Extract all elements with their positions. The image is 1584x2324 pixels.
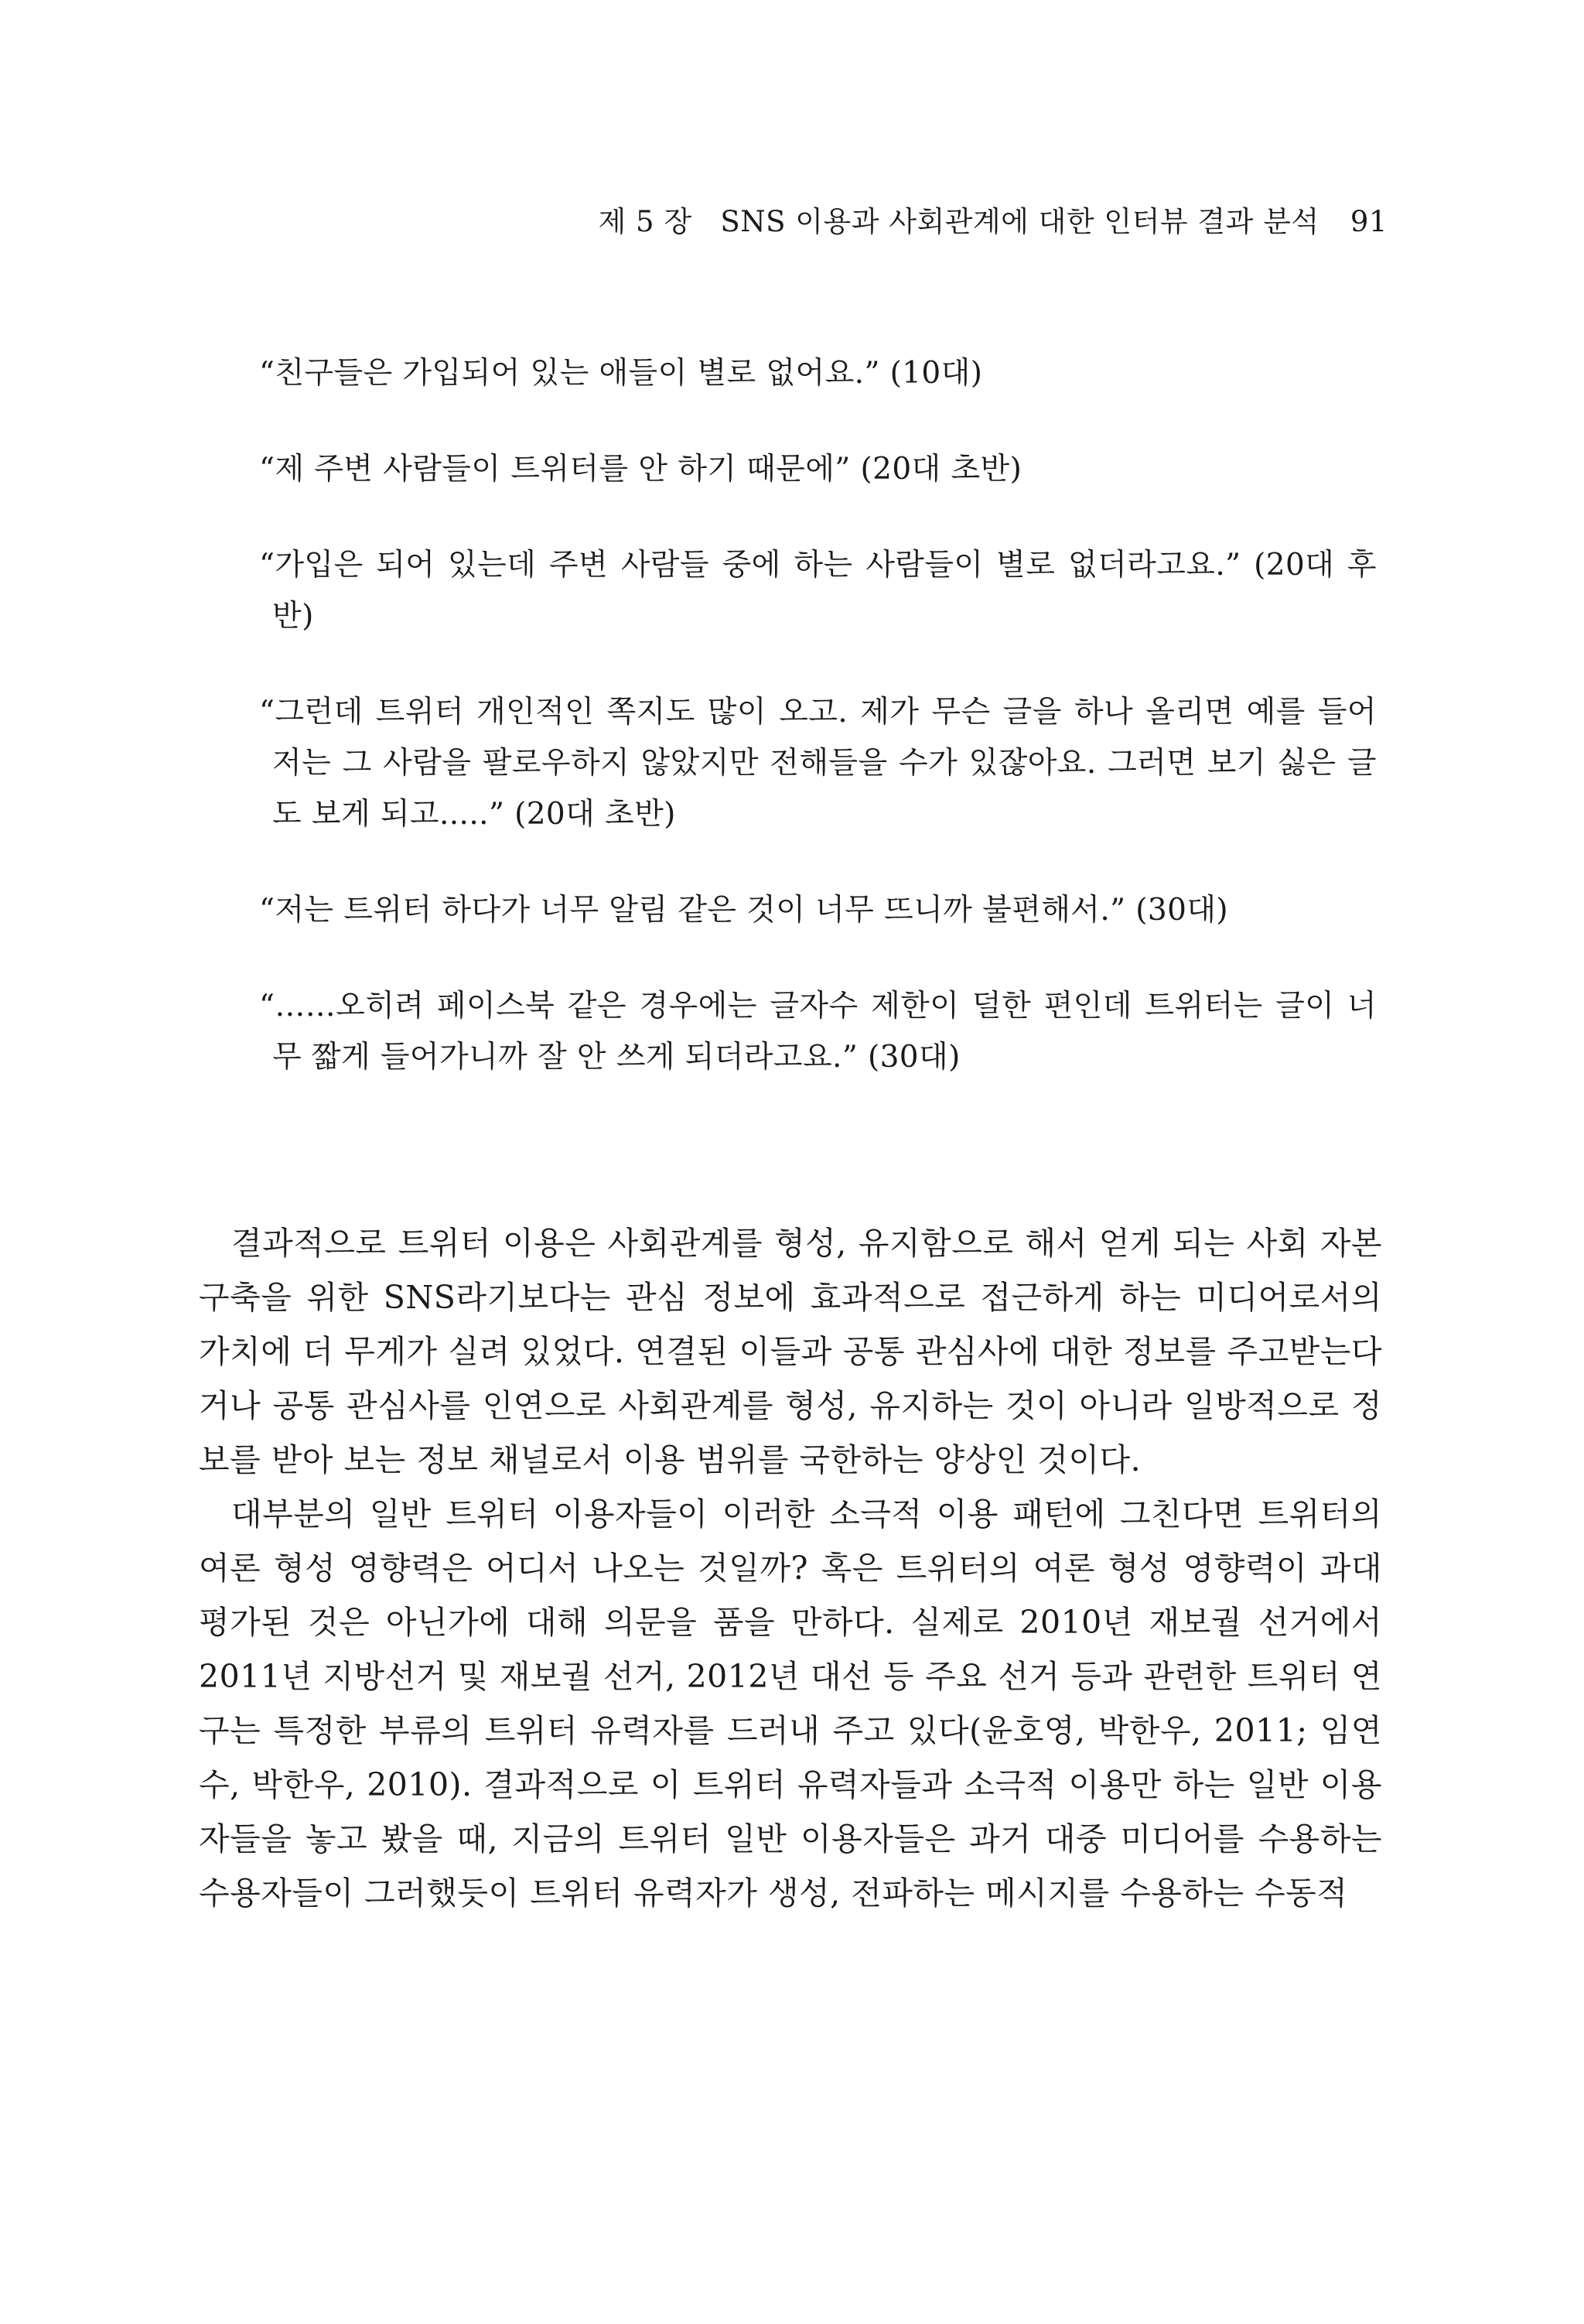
running-header — [599, 203, 1388, 241]
body-paragraph: 결과적으로 트위터 이용은 사회관계를 형성, 유지함으로 해서 얻게 되는 사회 자본 구축을 위한 SNS라기보다는 관심 정보에 효과적으로 접근하게 하는 미디어로서의 가치에 더 무게가 실려 있었다. 연결된 이들과 공통 관심사에 대한 정보를 주고받는다거나 공통 관심사를 인연으로 사회관계를 형성, 유지하는 것이 아니라 일방적으로 정보를 받아 보는 정보 채널로서 이용 범위를 국한하는 양상인 것이다. — [199, 1225, 1382, 1478]
chapter-label: 제 5 장 — [598, 205, 692, 238]
quote-item: “제 주변 사람들이 트위터를 안 하기 때문에” (20대 초반) — [259, 452, 1022, 487]
body-text — [199, 1216, 1382, 1920]
quote-item: “가입은 되어 있는데 주변 사람들 중에 하는 사람들이 별로 없더라고요.” (20대 후반) — [259, 548, 1377, 634]
quote-item: “저는 트위터 하다가 너무 알림 같은 것이 너무 뜨니까 불편해서.” (30대) — [259, 893, 1229, 928]
quote-item: “친구들은 가입되어 있는 애들이 별로 없어요.” (10대) — [259, 356, 983, 391]
body-paragraph: 대부분의 일반 트위터 이용자들이 이러한 소극적 이용 패턴에 그친다면 트위터의 여론 형성 영향력은 어디서 나오는 것일까? 혹은 트위터의 여론 형성 영향력이 과대평가된 것은 아닌가에 대해 의문을 품을 만하다. 실제로 2010년 재보궐 선거에서 2011년 지방선거 및 재보궐 선거, 2012년 대선 등 주요 선거 등과 관련한 트위터 연구는 특정한 부류의 트위터 유력자를 드러내 주고 있다(윤호영, 박한우, 2011; 임연수, 박한우, 2010). 결과적으로 이 트위터 유력자들과 소극적 이용만 하는 일반 이용자들을 놓고 봤을 때, 지금의 트위터 일반 이용자들은 과거 대중 미디어를 수용하는 수용자들이 그러했듯이 트위터 유력자가 생성, 전파하는 메시지를 수용하는 수동적 — [199, 1495, 1382, 1912]
interview-quotes — [259, 348, 1377, 1128]
page-number: 91 — [1350, 205, 1388, 238]
chapter-title: SNS 이용과 사회관계에 대한 인터뷰 결과 분석 — [720, 205, 1319, 238]
quote-item: “그런데 트위터 개인적인 쪽지도 많이 오고. 제가 무슨 글을 하나 올리면 예를 들어 저는 그 사람을 팔로우하지 않았지만 전해들을 수가 있잖아요. 그러면 보기 싫은 글도 보게 되고.....” (20대 초반) — [259, 695, 1377, 832]
quote-item: “……오히려 페이스북 같은 경우에는 글자수 제한이 덜한 편인데 트위터는 글이 너무 짧게 들어가니까 잘 안 쓰게 되더라고요.” (30대) — [259, 989, 1377, 1075]
